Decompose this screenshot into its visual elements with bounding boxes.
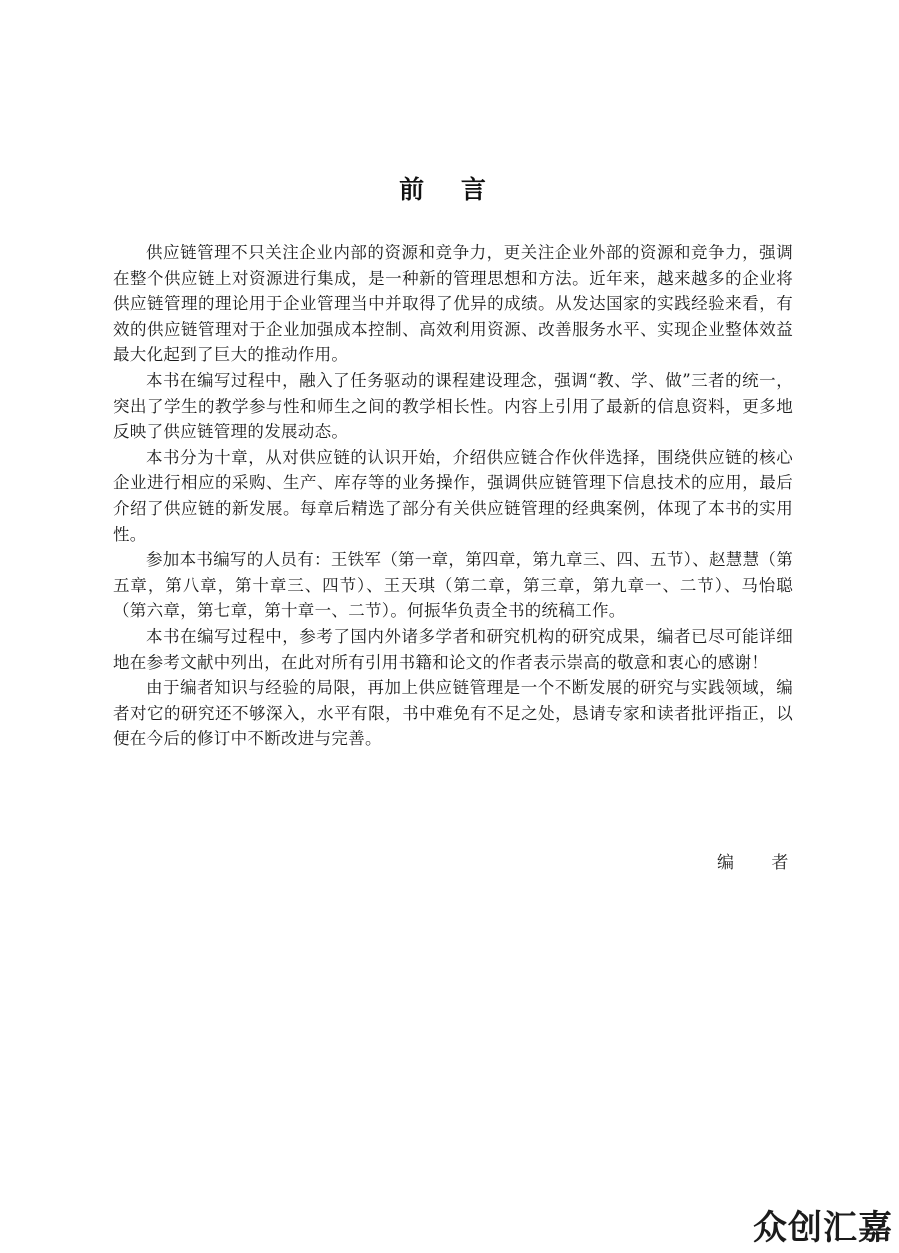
paragraph-5: 本书在编写过程中，参考了国内外诸多学者和研究机构的研究成果，编者已尽可能详细地在参考文献中列出，在此对所有引用书籍和论文的作者表示崇高的敬意和衷心的感谢！: [113, 626, 793, 672]
paragraph-4: 参加本书编写的人员有：王铁军（第一章，第四章，第九章三、四、五节）、赵慧慧（第五章，第八章，第十章三、四节）、王天琪（第二章，第三章，第九章一、二节）、马怡聪（第六章，第七章，第十章一、二节）。何振华负责全书的统稿工作。: [113, 550, 793, 621]
preface-body: [113, 240, 793, 752]
page-title: 前 言: [399, 175, 500, 204]
paragraph-6: 由于编者知识与经验的局限，再加上供应链管理是一个不断发展的研究与实践领域，编者对它的研究还不够深入，水平有限，书中难免有不足之处，恳请专家和读者批评指正，以便在今后的修订中不断改进与完善。: [113, 678, 793, 749]
paragraph-1: 供应链管理不只关注企业内部的资源和竞争力，更关注企业外部的资源和竞争力，强调在整个供应链上对资源进行集成，是一种新的管理思想和方法。近年来，越来越多的企业将供应链管理的理论用于企业管理当中并取得了优异的成绩。从发达国家的实践经验来看，有效的供应链管理对于企业加强成本控制、高效利用资源、改善服务水平、实现企业整体效益最大化起到了巨大的推动作用。: [113, 243, 793, 365]
paragraph-3: 本书分为十章，从对供应链的认识开始，介绍供应链合作伙伴选择，围绕供应链的核心企业进行相应的采购、生产、库存等的业务操作，强调供应链管理下信息技术的应用，最后介绍了供应链的新发展。每章后精选了部分有关供应链管理的经典案例，体现了本书的实用性。: [113, 447, 793, 544]
signature: 编 者: [717, 853, 805, 873]
paragraph-2: 本书在编写过程中，融入了任务驱动的课程建设理念，强调“教、学、做”三者的统一，突出了学生的教学参与性和师生之间的教学相长性。内容上引用了最新的信息资料，更多地反映了供应链管理的发展动态。: [113, 370, 793, 442]
watermark-logo: 众创汇嘉: [753, 1208, 893, 1248]
